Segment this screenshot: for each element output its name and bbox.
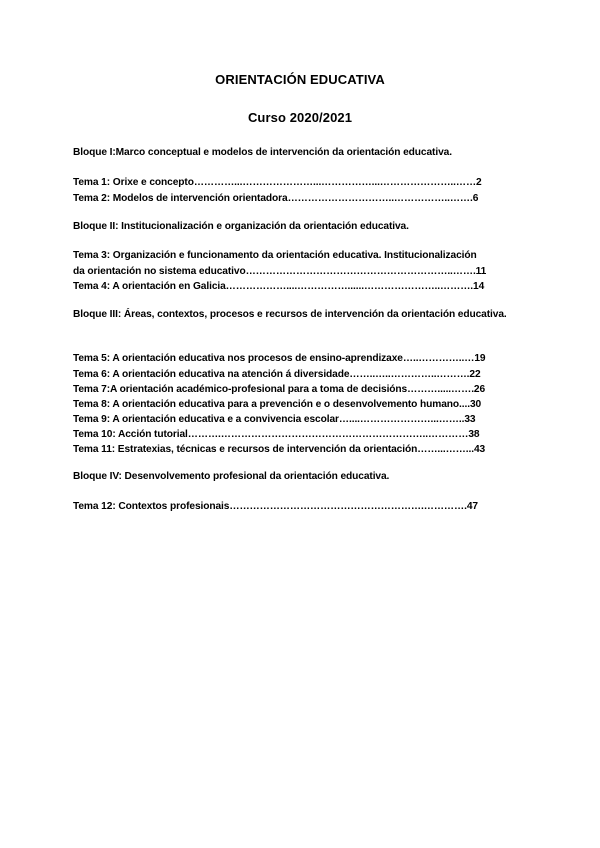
block-heading-2: Bloque II: Institucionalización e organización da orientación educativa. bbox=[73, 221, 409, 232]
block-heading-4: Bloque IV: Desenvolvemento profesional da orientación educativa. bbox=[73, 471, 390, 482]
toc-entry-tema-5: Tema 5: A orientación educativa nos procesos de ensino-aprendizaxe…..…………..…19 bbox=[73, 353, 486, 364]
toc-entry-tema-7: Tema 7:A orientación académico-profesional para a toma de decisións……….....…….26 bbox=[73, 384, 486, 395]
toc-entry-tema-3: Tema 3: Organización e funcionamento da orientación educativa. Institucionalización bbox=[73, 250, 477, 261]
toc-entry-tema-4: Tema 4: A orientación en Galicia………………....……………......…………………..……….14 bbox=[73, 281, 485, 292]
toc-entry-tema-9: Tema 9: A orientación educativa e a convivencia escolar…....…………………...……..33 bbox=[73, 414, 476, 425]
toc-entry-tema-2: Tema 2: Modelos de intervención orientadora…………………………..……………..…….6 bbox=[73, 193, 479, 204]
toc-entry-tema-1: Tema 1: Orixe e concepto…………...…………………...……………...…………………..……2 bbox=[73, 177, 482, 188]
toc-entry-tema-8: Tema 8: A orientación educativa para a prevención e o desenvolvemento humano....30 bbox=[73, 399, 482, 410]
block-heading-1: Bloque I:Marco conceptual e modelos de intervención da orientación educativa. bbox=[73, 147, 452, 158]
toc-entry-tema-10: Tema 10: Acción tutorial……….……………………………………………………..…………38 bbox=[73, 429, 480, 440]
course-year: Curso 2020/2021 bbox=[247, 110, 353, 125]
document-title: ORIENTACIÓN EDUCATIVA bbox=[215, 72, 385, 87]
toc-entry-tema-6: Tema 6: A orientación educativa na atención á diversidade……..…..…………..……….22 bbox=[73, 369, 481, 380]
block-heading-3: Bloque III: Áreas, contextos, procesos e recursos de intervención da orientación educativa. bbox=[73, 309, 507, 320]
toc-entry-tema-12: Tema 12: Contextos profesionais………………………………………………….………….47 bbox=[73, 501, 478, 512]
toc-entry-tema-3-cont: da orientación no sistema educativo……………………………………………………..…….11 bbox=[73, 266, 487, 277]
toc-entry-tema-11: Tema 11: Estratexias, técnicas e recursos de intervención da orientación……...……...43 bbox=[73, 444, 486, 455]
